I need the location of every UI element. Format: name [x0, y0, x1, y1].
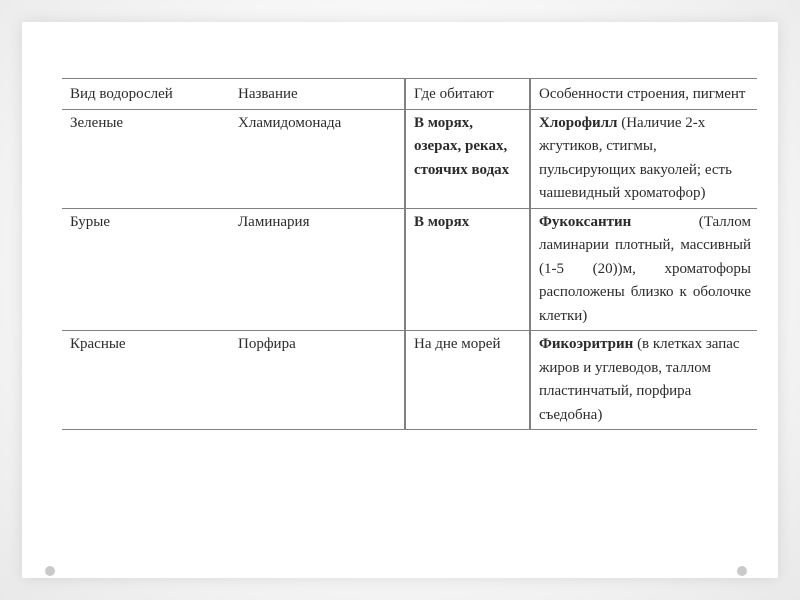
cell-features: [530, 331, 757, 430]
cell-name: Порфира: [230, 331, 405, 430]
header-algae-type: Вид водорослей: [62, 79, 230, 110]
cell-type: Зеленые: [62, 109, 230, 208]
header-name: Название: [230, 79, 405, 110]
cell-pigment: Фикоэритрин: [539, 336, 634, 352]
cell-type: Бурые: [62, 208, 230, 331]
table-row-red: [62, 331, 757, 430]
cell-features-text: (в клетках запас жиров и углеводов, таллом пластинчатый, порфира съедобна): [539, 336, 740, 423]
decor-dot-right: [737, 566, 747, 576]
cell-type: Красные: [62, 331, 230, 430]
cell-habitat: На дне морей: [405, 331, 530, 430]
cell-name: Хламидомонада: [230, 109, 405, 208]
slide: [22, 22, 778, 578]
cell-habitat: В морях: [405, 208, 530, 331]
cell-name: Ламинария: [230, 208, 405, 331]
cell-features-text: (Наличие 2-х жгутиков, стигмы, пульсирующих вакуолей; есть чашевидный хроматофор): [539, 114, 732, 201]
cell-features: [530, 109, 757, 208]
cell-features: [530, 208, 757, 331]
decor-dot-left: [45, 566, 55, 576]
table-row-green: [62, 109, 757, 208]
table-header-row: [62, 79, 757, 110]
cell-features-text: (Таллом ламинарии плотный, массивный (1-5 (20))м, хроматофоры расположены близко к оболочке клетки): [539, 213, 751, 324]
algae-table: [62, 78, 757, 430]
header-habitat: Где обитают: [405, 79, 530, 110]
header-features: Особенности строения, пигмент: [530, 79, 757, 110]
cell-pigment: Фукоксантин: [539, 213, 632, 230]
cell-pigment: Хлорофилл: [539, 114, 618, 131]
cell-habitat: В морях, озерах, реках, стоячих водах: [405, 109, 530, 208]
table-row-brown: [62, 208, 757, 331]
